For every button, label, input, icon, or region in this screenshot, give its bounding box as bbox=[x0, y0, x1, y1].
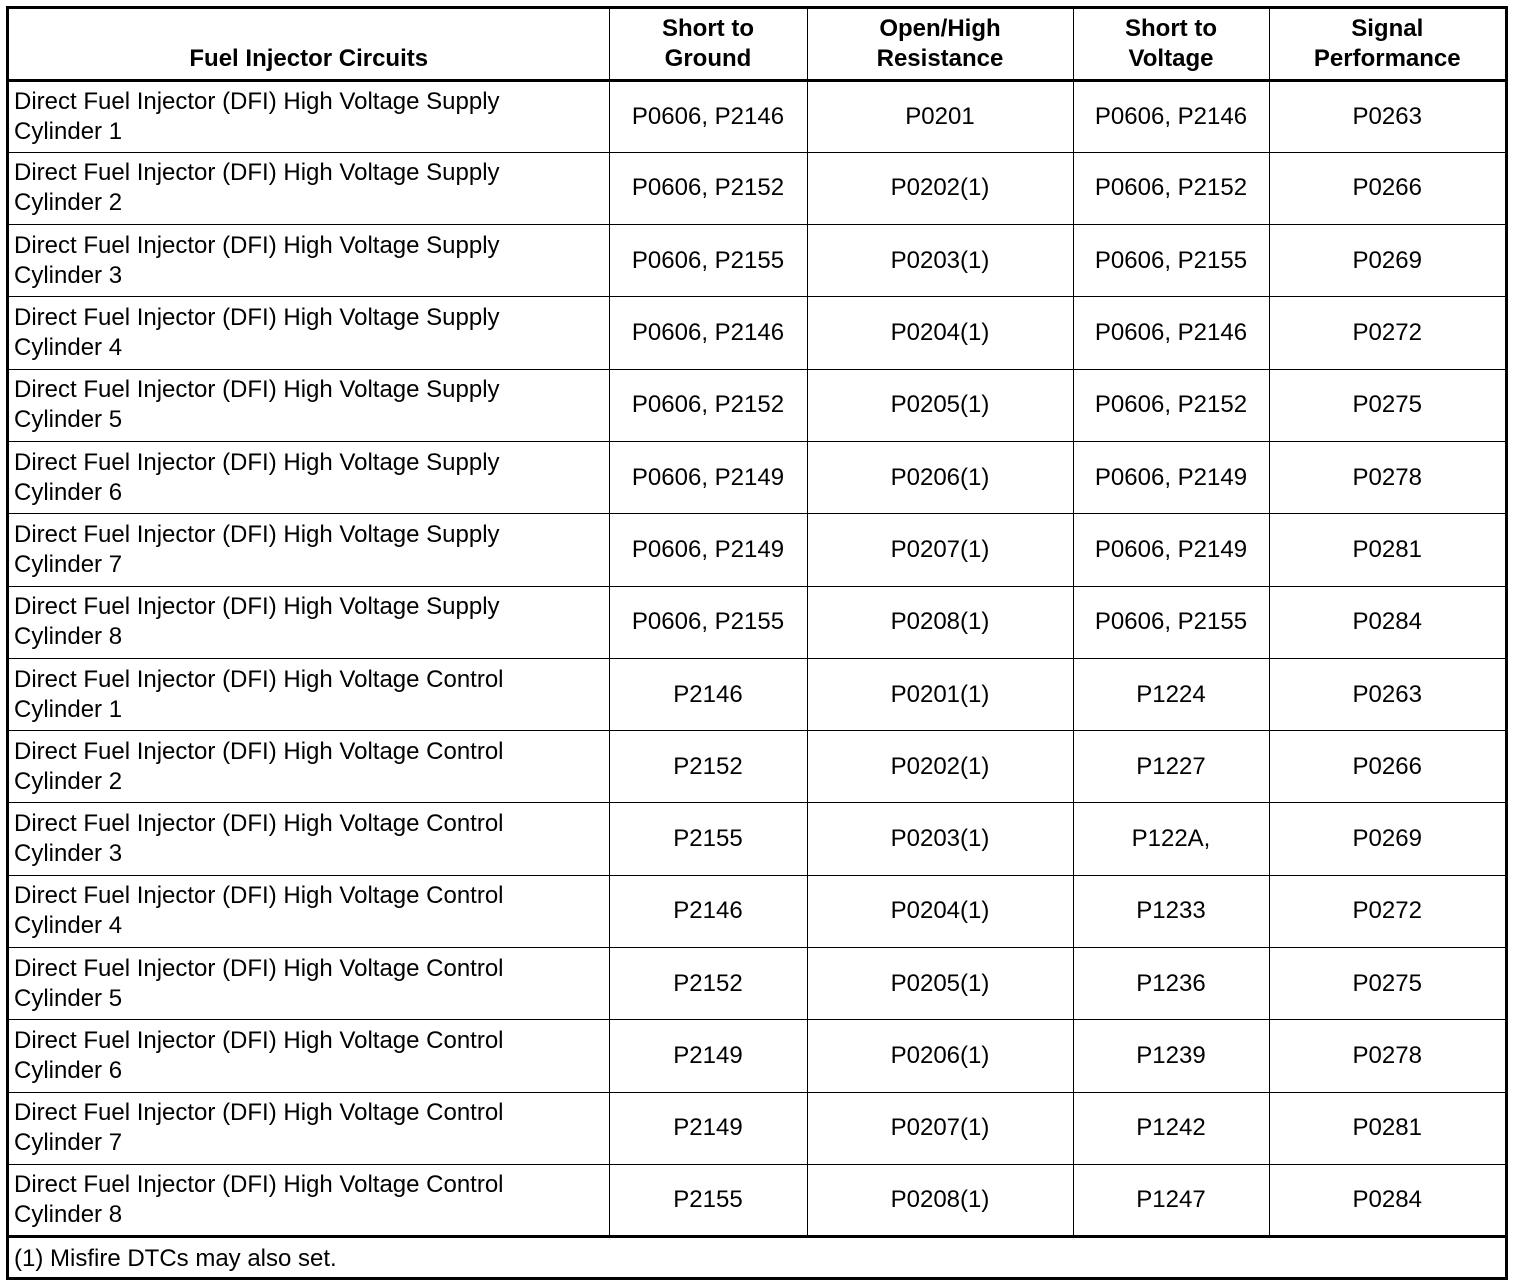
signal-performance-cell: P0269 bbox=[1269, 225, 1505, 297]
short-to-voltage-cell: P1236 bbox=[1073, 948, 1269, 1020]
signal-performance-cell: P0284 bbox=[1269, 586, 1505, 658]
table-row bbox=[9, 658, 1505, 730]
circuit-cell bbox=[9, 658, 609, 730]
header-line-2: Ground bbox=[664, 44, 752, 72]
circuit-name: Direct Fuel Injector (DFI) High Voltage Supply bbox=[14, 304, 500, 332]
circuit-cylinder: Cylinder 2 bbox=[14, 189, 123, 217]
circuit-name: Direct Fuel Injector (DFI) High Voltage Control bbox=[14, 1171, 504, 1199]
short-to-ground-cell: P2146 bbox=[609, 875, 807, 947]
circuit-cell bbox=[9, 297, 609, 369]
header-signal-performance bbox=[1269, 9, 1505, 80]
circuit-name: Direct Fuel Injector (DFI) High Voltage Supply bbox=[14, 593, 500, 621]
circuit-cylinder: Cylinder 5 bbox=[14, 984, 123, 1012]
short-to-ground-cell: P0606, P2146 bbox=[609, 297, 807, 369]
short-to-voltage-cell: P0606, P2155 bbox=[1073, 586, 1269, 658]
circuit-cell bbox=[9, 875, 609, 947]
signal-performance-cell: P0278 bbox=[1269, 1020, 1505, 1092]
circuit-cylinder: Cylinder 3 bbox=[14, 840, 123, 868]
short-to-voltage-cell: P1239 bbox=[1073, 1020, 1269, 1092]
short-to-ground-cell: P2155 bbox=[609, 803, 807, 875]
circuit-cylinder: Cylinder 1 bbox=[14, 117, 123, 145]
open-high-resistance-cell: P0205(1) bbox=[807, 369, 1073, 441]
circuit-name: Direct Fuel Injector (DFI) High Voltage Supply bbox=[14, 376, 500, 404]
signal-performance-cell: P0281 bbox=[1269, 514, 1505, 586]
signal-performance-cell: P0275 bbox=[1269, 369, 1505, 441]
short-to-voltage-cell: P1247 bbox=[1073, 1164, 1269, 1236]
signal-performance-cell: P0269 bbox=[1269, 803, 1505, 875]
circuit-cell bbox=[9, 1092, 609, 1164]
table-row bbox=[9, 803, 1505, 875]
table-row bbox=[9, 731, 1505, 803]
header-line-1: Short to bbox=[662, 14, 754, 42]
open-high-resistance-cell: P0201(1) bbox=[807, 658, 1073, 730]
short-to-ground-cell: P0606, P2155 bbox=[609, 586, 807, 658]
signal-performance-cell: P0263 bbox=[1269, 80, 1505, 152]
circuit-cylinder: Cylinder 7 bbox=[14, 550, 123, 578]
open-high-resistance-cell: P0207(1) bbox=[807, 514, 1073, 586]
short-to-ground-cell: P0606, P2152 bbox=[609, 369, 807, 441]
short-to-voltage-cell: P0606, P2152 bbox=[1073, 369, 1269, 441]
header-line-2: Fuel Injector Circuits bbox=[189, 44, 429, 72]
circuit-cell bbox=[9, 803, 609, 875]
circuit-cell bbox=[9, 948, 609, 1020]
table-row bbox=[9, 586, 1505, 658]
table-row bbox=[9, 441, 1505, 513]
circuit-name: Direct Fuel Injector (DFI) High Voltage Supply bbox=[14, 159, 500, 187]
circuit-cylinder: Cylinder 8 bbox=[14, 1201, 123, 1229]
header-row bbox=[9, 9, 1505, 80]
short-to-ground-cell: P0606, P2152 bbox=[609, 152, 807, 224]
circuit-cylinder: Cylinder 3 bbox=[14, 261, 123, 289]
circuit-cell bbox=[9, 731, 609, 803]
header-line-1: Open/High bbox=[879, 14, 1001, 42]
circuit-name: Direct Fuel Injector (DFI) High Voltage Supply bbox=[14, 448, 500, 476]
circuit-name: Direct Fuel Injector (DFI) High Voltage Supply bbox=[14, 520, 500, 548]
header-line-2: Voltage bbox=[1128, 44, 1214, 72]
circuit-cylinder: Cylinder 7 bbox=[14, 1129, 123, 1157]
table-row bbox=[9, 875, 1505, 947]
open-high-resistance-cell: P0201 bbox=[807, 80, 1073, 152]
circuit-cell bbox=[9, 369, 609, 441]
signal-performance-cell: P0266 bbox=[1269, 731, 1505, 803]
header-line-1: Short to bbox=[1125, 14, 1217, 42]
circuit-cell bbox=[9, 1164, 609, 1236]
open-high-resistance-cell: P0204(1) bbox=[807, 875, 1073, 947]
circuit-name: Direct Fuel Injector (DFI) High Voltage Control bbox=[14, 882, 504, 910]
circuit-cell bbox=[9, 152, 609, 224]
signal-performance-cell: P0275 bbox=[1269, 948, 1505, 1020]
table-row bbox=[9, 152, 1505, 224]
header-open-high-resistance bbox=[807, 9, 1073, 80]
open-high-resistance-cell: P0204(1) bbox=[807, 297, 1073, 369]
dtc-circuit-table-sheet bbox=[6, 6, 1508, 1280]
signal-performance-cell: P0278 bbox=[1269, 441, 1505, 513]
open-high-resistance-cell: P0208(1) bbox=[807, 1164, 1073, 1236]
footnote-row bbox=[9, 1237, 1505, 1279]
circuit-cell bbox=[9, 1020, 609, 1092]
circuit-cylinder: Cylinder 6 bbox=[14, 1057, 123, 1084]
short-to-ground-cell: P2152 bbox=[609, 731, 807, 803]
circuit-name: Direct Fuel Injector (DFI) High Voltage Supply bbox=[14, 231, 500, 259]
short-to-ground-cell: P0606, P2146 bbox=[609, 80, 807, 152]
circuit-name: Direct Fuel Injector (DFI) High Voltage Supply bbox=[14, 87, 500, 115]
open-high-resistance-cell: P0203(1) bbox=[807, 225, 1073, 297]
signal-performance-cell: P0266 bbox=[1269, 152, 1505, 224]
open-high-resistance-cell: P0207(1) bbox=[807, 1092, 1073, 1164]
dtc-circuit-table bbox=[9, 9, 1505, 1279]
circuit-cylinder: Cylinder 5 bbox=[14, 406, 123, 434]
footnote: (1) Misfire DTCs may also set. bbox=[9, 1237, 1505, 1279]
circuit-name: Direct Fuel Injector (DFI) High Voltage Control bbox=[14, 954, 504, 982]
short-to-ground-cell: P0606, P2149 bbox=[609, 441, 807, 513]
circuit-cell bbox=[9, 514, 609, 586]
table-row bbox=[9, 1164, 1505, 1236]
header-line-2: Resistance bbox=[876, 44, 1004, 72]
table-row bbox=[9, 80, 1505, 152]
short-to-voltage-cell: P122A, bbox=[1073, 803, 1269, 875]
short-to-ground-cell: P2146 bbox=[609, 658, 807, 730]
circuit-cylinder: Cylinder 1 bbox=[14, 695, 123, 723]
circuit-cylinder: Cylinder 4 bbox=[14, 334, 123, 362]
short-to-ground-cell: P0606, P2155 bbox=[609, 225, 807, 297]
signal-performance-cell: P0272 bbox=[1269, 297, 1505, 369]
table-row bbox=[9, 1020, 1505, 1092]
table-row bbox=[9, 225, 1505, 297]
short-to-voltage-cell: P0606, P2146 bbox=[1073, 297, 1269, 369]
open-high-resistance-cell: P0208(1) bbox=[807, 586, 1073, 658]
circuit-name: Direct Fuel Injector (DFI) High Voltage Control bbox=[14, 737, 504, 765]
short-to-ground-cell: P2152 bbox=[609, 948, 807, 1020]
short-to-voltage-cell: P0606, P2155 bbox=[1073, 225, 1269, 297]
open-high-resistance-cell: P0202(1) bbox=[807, 731, 1073, 803]
open-high-resistance-cell: P0203(1) bbox=[807, 803, 1073, 875]
circuit-name: Direct Fuel Injector (DFI) High Voltage Control bbox=[14, 1027, 504, 1054]
short-to-ground-cell: P2155 bbox=[609, 1164, 807, 1236]
short-to-voltage-cell: P1242 bbox=[1073, 1092, 1269, 1164]
table-row bbox=[9, 297, 1505, 369]
signal-performance-cell: P0263 bbox=[1269, 658, 1505, 730]
open-high-resistance-cell: P0206(1) bbox=[807, 1020, 1073, 1092]
circuit-cell bbox=[9, 586, 609, 658]
short-to-voltage-cell: P0606, P2149 bbox=[1073, 514, 1269, 586]
circuit-cylinder: Cylinder 2 bbox=[14, 767, 123, 795]
open-high-resistance-cell: P0205(1) bbox=[807, 948, 1073, 1020]
circuit-cylinder: Cylinder 8 bbox=[14, 623, 123, 651]
circuit-cell bbox=[9, 80, 609, 152]
circuit-cell bbox=[9, 441, 609, 513]
short-to-voltage-cell: P0606, P2146 bbox=[1073, 80, 1269, 152]
table-row bbox=[9, 369, 1505, 441]
short-to-voltage-cell: P0606, P2149 bbox=[1073, 441, 1269, 513]
header-fuel-injector-circuits bbox=[9, 9, 609, 80]
signal-performance-cell: P0272 bbox=[1269, 875, 1505, 947]
header-line-1: Signal bbox=[1351, 14, 1424, 42]
short-to-ground-cell: P2149 bbox=[609, 1020, 807, 1092]
header-short-to-voltage bbox=[1073, 9, 1269, 80]
table-row bbox=[9, 514, 1505, 586]
circuit-cylinder: Cylinder 4 bbox=[14, 912, 123, 940]
short-to-ground-cell: P0606, P2149 bbox=[609, 514, 807, 586]
header-short-to-ground bbox=[609, 9, 807, 80]
short-to-voltage-cell: P0606, P2152 bbox=[1073, 152, 1269, 224]
table-body bbox=[9, 80, 1505, 1237]
circuit-name: Direct Fuel Injector (DFI) High Voltage Control bbox=[14, 665, 504, 693]
circuit-cylinder: Cylinder 6 bbox=[14, 478, 123, 506]
circuit-name: Direct Fuel Injector (DFI) High Voltage Control bbox=[14, 810, 504, 838]
signal-performance-cell: P0284 bbox=[1269, 1164, 1505, 1236]
circuit-cell bbox=[9, 225, 609, 297]
short-to-voltage-cell: P1227 bbox=[1073, 731, 1269, 803]
short-to-ground-cell: P2149 bbox=[609, 1092, 807, 1164]
header-line-2: Performance bbox=[1313, 44, 1461, 72]
circuit-name: Direct Fuel Injector (DFI) High Voltage Control bbox=[14, 1099, 504, 1127]
signal-performance-cell: P0281 bbox=[1269, 1092, 1505, 1164]
table-row bbox=[9, 948, 1505, 1020]
short-to-voltage-cell: P1233 bbox=[1073, 875, 1269, 947]
open-high-resistance-cell: P0206(1) bbox=[807, 441, 1073, 513]
short-to-voltage-cell: P1224 bbox=[1073, 658, 1269, 730]
open-high-resistance-cell: P0202(1) bbox=[807, 152, 1073, 224]
table-row bbox=[9, 1092, 1505, 1164]
